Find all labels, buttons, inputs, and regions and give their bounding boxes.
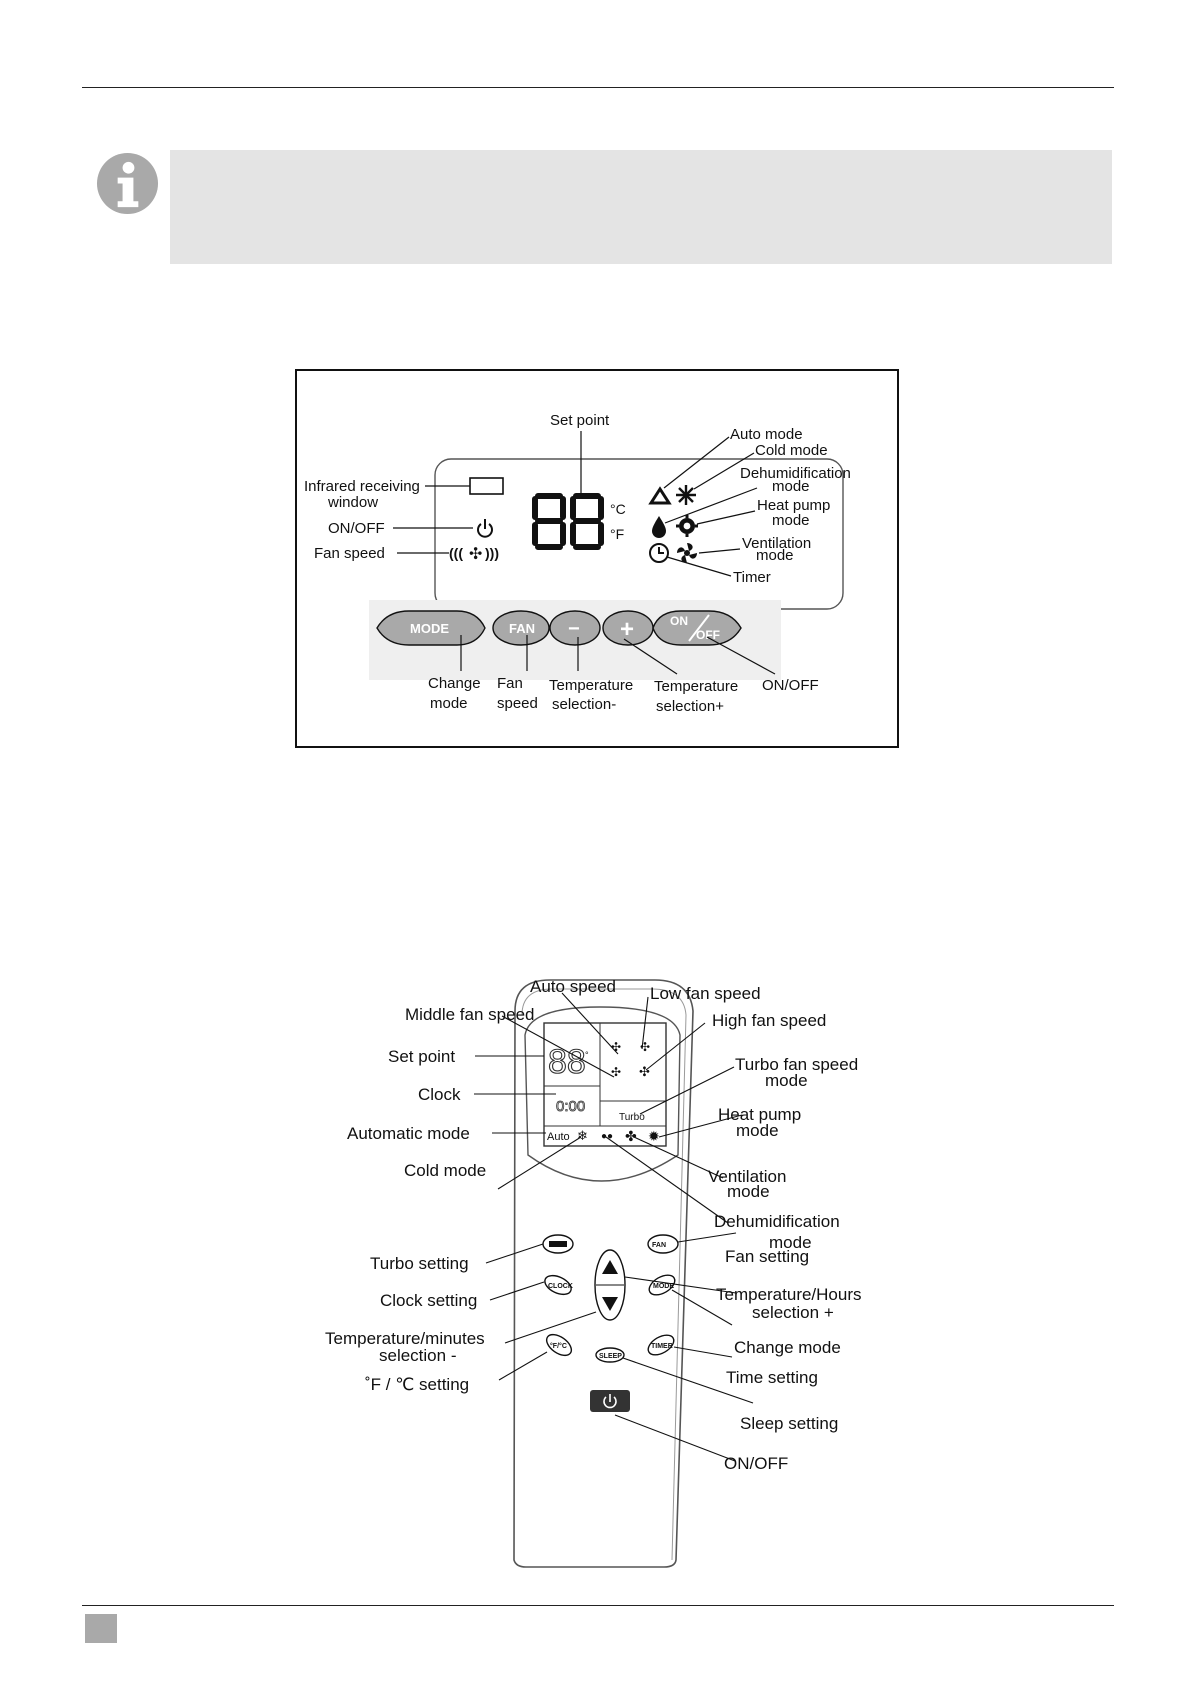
label-cold-mode: Cold mode — [755, 442, 828, 459]
label-ventilation-1: Ventilation — [742, 535, 812, 552]
footer-rule — [82, 1605, 1114, 1606]
label-infrared-2: window — [328, 494, 379, 511]
label-heat-pump-2: mode — [736, 1121, 779, 1140]
lcd-heat-icon: ✹ — [648, 1128, 660, 1144]
caption-tplus-2: selection+ — [656, 698, 724, 715]
label-turbo-fan-2: mode — [765, 1071, 808, 1090]
fan-button-label: FAN — [652, 1242, 666, 1249]
lcd-cold-icon: ❄ — [577, 1128, 588, 1143]
ventilation-icon — [677, 543, 697, 563]
caption-change-1: Change — [428, 675, 481, 692]
caption-tplus-1: Temperature — [654, 678, 739, 695]
sleep-button-label: SLEEP — [599, 1353, 622, 1360]
lcd-low-fan-icon: ✣ — [640, 1040, 651, 1054]
control-panel-figure — [295, 369, 899, 748]
info-icon — [96, 152, 159, 215]
lcd-digits: 88 — [548, 1043, 586, 1081]
lcd-high-fan-icon: ✣ — [639, 1064, 650, 1079]
label-heat-pump-1: Heat pump — [718, 1105, 802, 1124]
label-heat-pump-1: Heat pump — [757, 497, 831, 514]
cold-mode-icon — [676, 485, 696, 505]
label-ventilation-1: Ventilation — [708, 1167, 787, 1186]
label-infrared-1: Infrared receiving — [304, 478, 420, 495]
label-set-point: Set point — [550, 412, 610, 429]
dehumidification-icon — [652, 516, 666, 538]
lcd-middle-fan-icon: ✣ — [611, 1065, 622, 1079]
label-time-setting: Time setting — [726, 1368, 818, 1387]
lcd-degree: ° — [585, 1050, 589, 1060]
lcd-auto-speed-icon: ✣ — [611, 1040, 622, 1054]
label-ventilation-2: mode — [756, 547, 794, 564]
label-sleep-setting: Sleep setting — [740, 1414, 839, 1433]
label-middle-fan: Middle fan speed — [405, 1005, 535, 1024]
plus-button-label: + — [620, 616, 635, 643]
label-temp-hours-1: Temperature/Hours — [716, 1285, 862, 1304]
label-on-off: ON/OFF — [724, 1454, 789, 1473]
caption-tminus-1: Temperature — [549, 677, 634, 694]
auto-mode-icon — [651, 489, 669, 503]
label-high-fan: High fan speed — [712, 1011, 827, 1030]
fc-button-label: °F/°C — [550, 1343, 567, 1350]
lcd-dehum-icon: ●● — [601, 1131, 614, 1142]
label-dehumidification-2: mode — [772, 478, 810, 495]
label-auto-mode: Auto mode — [730, 426, 803, 443]
note-box — [170, 150, 1112, 264]
label-temp-minutes-2: selection - — [379, 1346, 457, 1365]
label-automatic-mode: Automatic mode — [347, 1124, 470, 1143]
lcd-turbo: Turbo — [619, 1112, 645, 1123]
page-number-badge — [85, 1614, 117, 1643]
caption-fan-1: Fan — [497, 675, 523, 692]
label-dehumidification-1: Dehumidification — [740, 465, 851, 482]
fan-speed-icon — [449, 545, 499, 563]
label-ventilation-2: mode — [727, 1182, 770, 1201]
caption-tminus-2: selection- — [552, 696, 617, 713]
label-change-mode: Change mode — [734, 1338, 841, 1357]
label-turbo-fan-1: Turbo fan speed — [735, 1055, 859, 1074]
power-icon — [478, 519, 492, 537]
label-fan-setting: Fan setting — [725, 1247, 810, 1266]
label-timer: Timer — [733, 569, 771, 586]
heat-pump-icon — [676, 515, 698, 537]
lcd-clock: 0:00 — [556, 1098, 586, 1115]
caption-change-2: mode — [430, 695, 468, 712]
mode-button-label: MODE — [410, 621, 449, 636]
label-temp-minutes-1: Temperature/minutes — [325, 1329, 485, 1348]
label-fc-setting: ˚F / ℃ setting — [365, 1375, 470, 1394]
caption-fan-2: speed — [497, 695, 538, 712]
label-temp-hours-2: selection + — [752, 1303, 834, 1322]
label-heat-pump-2: mode — [772, 512, 810, 529]
unit-fahrenheit: °F — [610, 526, 625, 542]
svg-text:(((: ((( — [449, 545, 463, 561]
label-cold-mode: Cold mode — [404, 1161, 487, 1180]
label-dehumidification-2: mode — [769, 1233, 812, 1252]
label-set-point: Set point — [388, 1047, 456, 1066]
svg-text:✣: ✣ — [469, 546, 483, 563]
label-low-fan: Low fan speed — [650, 984, 761, 1003]
minus-button-label: − — [568, 618, 580, 640]
label-dehumidification-1: Dehumidification — [714, 1212, 840, 1231]
remote-control-figure — [300, 975, 920, 1570]
clock-button-label: CLOCK — [548, 1283, 573, 1290]
label-turbo-setting: Turbo setting — [370, 1254, 469, 1273]
lcd-auto: Auto — [547, 1131, 570, 1143]
label-fan-speed: Fan speed — [314, 545, 385, 562]
timer-button-label: TIMER — [651, 1343, 673, 1350]
svg-text:))): ))) — [485, 545, 499, 561]
unit-celsius: °C — [610, 501, 626, 517]
timer-icon — [650, 544, 668, 562]
on-button-label: ON — [670, 614, 688, 628]
label-on-off: ON/OFF — [328, 520, 385, 537]
label-auto-speed: Auto speed — [530, 977, 617, 996]
seven-segment-display — [535, 496, 601, 547]
label-clock-setting: Clock setting — [380, 1291, 478, 1310]
fan-button-label: FAN — [509, 621, 535, 636]
caption-on-off: ON/OFF — [762, 677, 819, 694]
mode-button-label: MODE — [653, 1283, 674, 1290]
off-button-label: OFF — [696, 628, 720, 642]
label-clock: Clock — [418, 1085, 461, 1104]
header-rule — [82, 87, 1114, 88]
lcd-vent-icon: ✤ — [625, 1128, 637, 1144]
